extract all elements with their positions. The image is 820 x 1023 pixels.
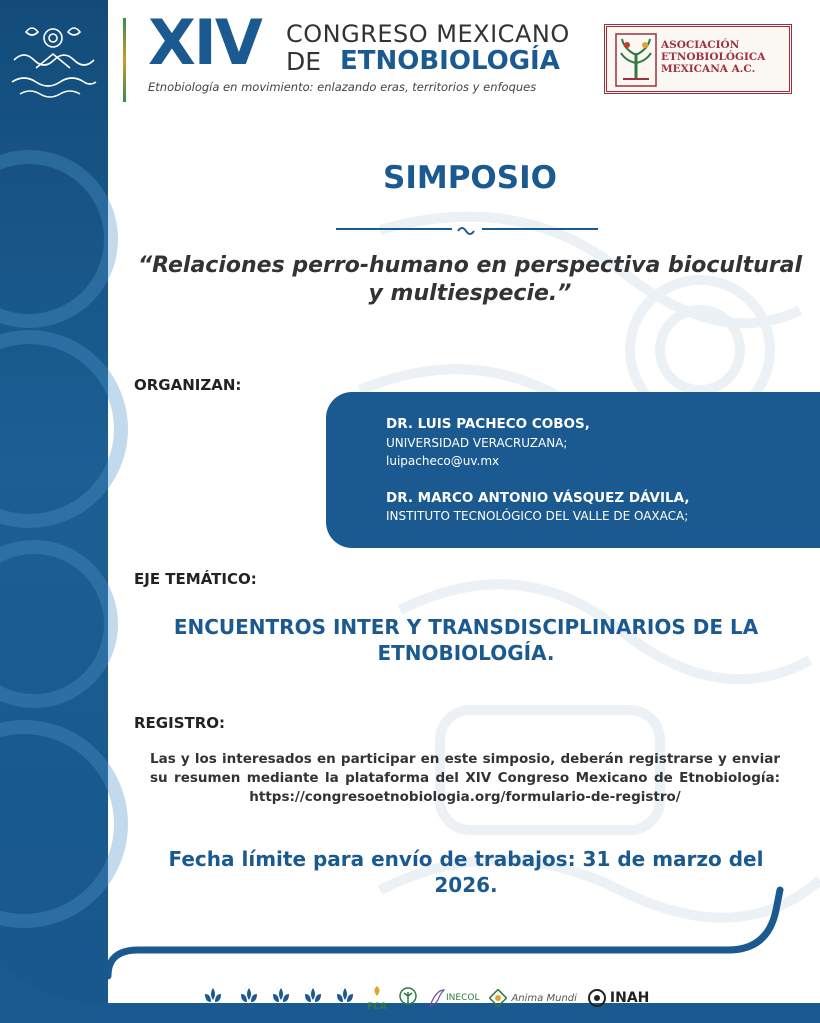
association-emblem-icon [615,33,657,87]
registration-text: Las y los interesados en participar en este simposio, deberán registrarse y enviar su resumen mediante la plataforma del XIV Congreso Mexicano de Etnobiología: https://congresoetnobiologia.org/formulario-de-registro/ [150,751,780,805]
congress-title-prefix: DE [286,47,322,76]
congress-title-line1: CONGRESO MEXICANO [286,20,570,48]
deadline-text: Fecha límite para envío de trabajos: 31 de marzo del 2026. [168,847,764,897]
fleur-de-lis-icon [238,986,260,1010]
sponsor-uv-5 [334,986,356,1010]
hummingbird-icon [428,986,446,1010]
organizer-2-institution: INSTITUTO TECNOLÓGICO DEL VALLE DE OAXACA; [386,509,689,523]
sponsor-uv-4 [302,986,324,1010]
sponsor-uv-2 [238,986,260,1010]
registration-label: REGISTRO: [134,714,226,732]
inah-emblem-icon [587,988,607,1008]
organizer-1-email[interactable]: luipacheco@uv.mx [386,454,500,468]
fleur-de-lis-icon [302,986,324,1010]
organizer-1-name: DR. LUIS PACHECO COBOS, [386,416,590,432]
fleur-de-lis-icon [202,986,224,1010]
anima-mundi-emblem-icon [489,989,507,1007]
theme-value: ENCUENTROS INTER Y TRANSDISCIPLINARIOS DE LA ETNOBIOLOGÍA. [173,615,759,665]
sponsor-fca: FCA [366,984,388,1012]
fleur-de-lis-icon [270,986,292,1010]
sponsor-uv-3 [270,986,292,1010]
theme-label: EJE TEMÁTICO: [134,570,257,588]
header-separator [123,18,126,102]
sponsor-inecol: INECOL [428,986,479,1010]
left-decorative-band [0,0,108,1023]
congress-title-main: ETNOBIOLOGÍA [340,46,560,76]
event-type-heading: SIMPOSIO [383,160,557,196]
association-logo [604,24,792,94]
sponsor-centro [398,986,418,1010]
sponsor-uv-1 [198,986,228,1010]
organizer-1-institution: UNIVERSIDAD VERACRUZANA; [386,436,568,450]
symposium-title: “Relaciones perro-humano en perspectiva biocultural y multiespecie.” [137,253,803,306]
fleur-de-lis-icon [334,986,356,1010]
organizer-2-name: DR. MARCO ANTONIO VÁSQUEZ DÁVILA, [386,490,690,506]
congress-logo [6,20,100,100]
tree-emblem-icon [398,986,418,1010]
ornament-divider [336,222,598,236]
association-name: ASOCIACIÓN ETNOBIOLÓGICA MEXICANA A.C. [661,39,766,76]
sponsor-logos [198,978,649,1018]
congress-edition-numeral: XIV [148,6,261,79]
congress-tagline: Etnobiología en movimiento: enlazando eras, territorios y enfoques [148,80,537,94]
sponsor-anima-mundi: Anima Mundi [489,989,576,1007]
organizers-label: ORGANIZAN: [134,376,242,394]
sponsor-inah: INAH [587,988,649,1008]
